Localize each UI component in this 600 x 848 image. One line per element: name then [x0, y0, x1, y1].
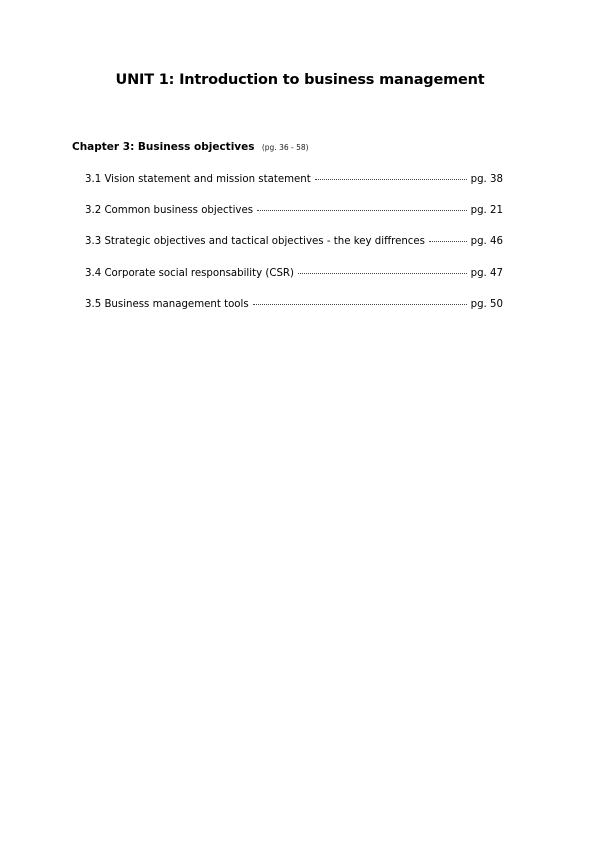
toc-leader-dots	[253, 304, 467, 305]
chapter-title: Chapter 3: Business objectives	[72, 141, 255, 153]
toc-item-label: 3.3 Strategic objectives and tactical objectives - the key diffrences	[85, 236, 425, 247]
chapter-heading	[72, 141, 309, 153]
toc-item-page: pg. 50	[470, 299, 503, 310]
toc-item-label: 3.2 Common business objectives	[85, 205, 254, 216]
toc-item-page: pg. 21	[470, 205, 503, 216]
toc-item	[85, 236, 503, 247]
toc-leader-dots	[429, 241, 467, 242]
toc-leader-dots	[298, 273, 467, 274]
unit-title: UNIT 1: Introduction to business management	[115, 72, 485, 88]
toc-item-page: pg. 38	[470, 174, 503, 185]
toc-item	[85, 299, 503, 310]
toc-item-page: pg. 46	[470, 236, 503, 247]
toc-item	[85, 205, 503, 216]
toc-item	[85, 268, 503, 279]
toc-item-label: 3.5 Business management tools	[85, 299, 249, 310]
toc-leader-dots	[257, 210, 467, 211]
chapter-page-range: (pg. 36 - 58)	[261, 143, 309, 152]
toc-item-label: 3.1 Vision statement and mission statement	[85, 174, 311, 185]
toc-leader-dots	[315, 179, 467, 180]
toc-item	[85, 174, 503, 185]
toc-item-label: 3.4 Corporate social responsability (CSR)	[85, 268, 294, 279]
toc-item-page: pg. 47	[470, 268, 503, 279]
